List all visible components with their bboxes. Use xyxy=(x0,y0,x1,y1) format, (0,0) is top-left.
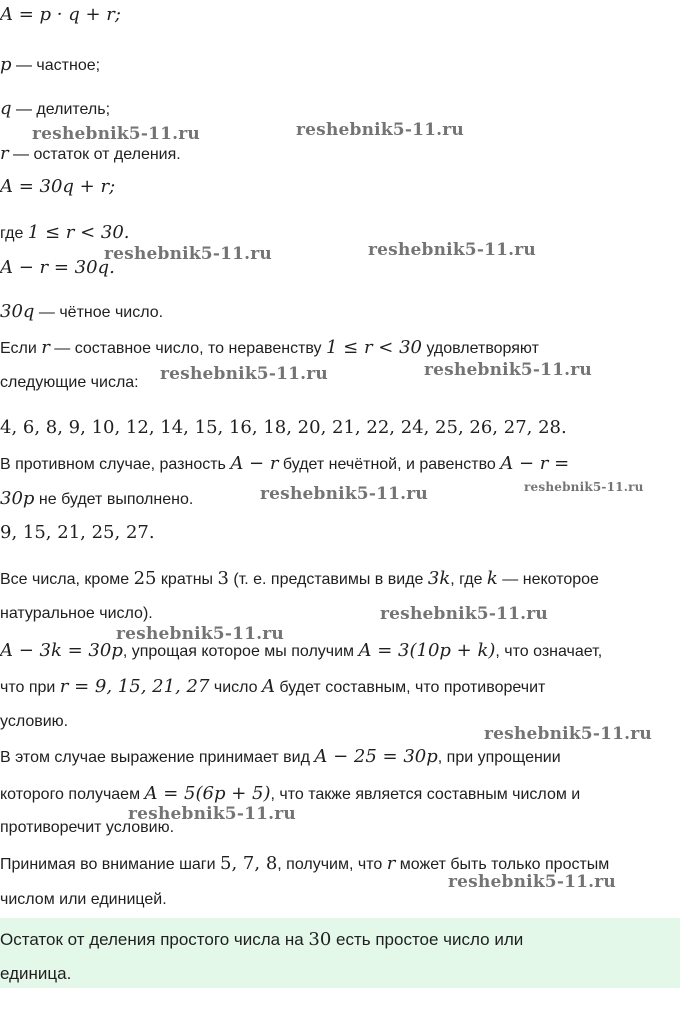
text: единица. xyxy=(0,964,72,983)
watermark: reshebnik5-11.ru xyxy=(424,360,592,380)
text: В этом случае выражение принимает вид xyxy=(0,749,315,766)
watermark: reshebnik5-11.ru xyxy=(448,872,616,892)
text-line xyxy=(0,453,569,474)
conclusion-line xyxy=(0,929,523,950)
math-inline: 25 xyxy=(133,568,157,589)
watermark: reshebnik5-11.ru xyxy=(524,480,644,494)
text-line xyxy=(0,891,167,909)
math-inline: 1 ≤ r < 30. xyxy=(27,222,130,243)
number-sequence: 9, 15, 21, 25, 27. xyxy=(0,522,155,543)
math-inline: 3 xyxy=(217,568,229,589)
text: будет составным, что противоречит xyxy=(274,679,546,696)
text: есть простое число или xyxy=(331,930,524,949)
number-sequence: 4, 6, 8, 9, 10, 12, 14, 15, 16, 18, 20, 21, 22, 24, 25, 26, 27, 28. xyxy=(0,417,567,438)
text-line xyxy=(0,568,599,589)
math-inline: r xyxy=(41,337,50,358)
text-line xyxy=(0,54,100,75)
text: числом или единицей. xyxy=(0,891,167,908)
text: — некоторое xyxy=(497,571,599,588)
watermark: reshebnik5-11.ru xyxy=(296,120,464,140)
text: , что означает, xyxy=(495,643,603,660)
text: где xyxy=(0,225,28,242)
watermark: reshebnik5-11.ru xyxy=(116,624,284,644)
formula-line xyxy=(0,257,115,278)
text-line xyxy=(0,222,130,243)
watermark: reshebnik5-11.ru xyxy=(380,604,548,624)
conclusion-line xyxy=(0,964,71,984)
text-line xyxy=(0,488,193,509)
text-line xyxy=(0,605,153,623)
math-inline: r = 9, 15, 21, 27 xyxy=(59,676,210,697)
watermark: reshebnik5-11.ru xyxy=(104,244,272,264)
text-line xyxy=(0,853,609,874)
text: — составное число, то неравенству xyxy=(49,340,326,357)
math-inline: 30 xyxy=(308,929,332,950)
math-inline: A − 3k = 30p xyxy=(0,640,123,661)
text-line xyxy=(0,374,139,392)
text: что при xyxy=(0,679,60,696)
watermark: reshebnik5-11.ru xyxy=(260,484,428,504)
text-line xyxy=(0,676,545,697)
text: число xyxy=(209,679,262,696)
text: — чётное число. xyxy=(34,304,164,321)
text-line xyxy=(0,98,110,119)
formula: A − r = 30q. xyxy=(0,257,115,278)
text-line xyxy=(0,143,181,164)
text: , получим, что xyxy=(277,856,387,873)
watermark: reshebnik5-11.ru xyxy=(32,124,200,144)
text: противоречит условию. xyxy=(0,819,175,836)
math-inline: r xyxy=(0,143,9,164)
formula: A = p · q + r; xyxy=(0,4,121,25)
text-line xyxy=(0,746,561,767)
watermark: reshebnik5-11.ru xyxy=(368,240,536,260)
text: В противном случае, разность xyxy=(0,456,231,473)
text: удовлетворяют xyxy=(422,340,539,357)
math-inline: A = 3(10p + k) xyxy=(358,640,496,661)
text: Принимая во внимание шаги xyxy=(0,856,221,873)
text-line xyxy=(0,337,539,358)
math-inline: k xyxy=(486,568,498,589)
text: Все числа, кроме xyxy=(0,571,134,588)
math-inline: A xyxy=(261,676,275,697)
text: — частное; xyxy=(11,57,101,74)
formula-line xyxy=(0,176,115,197)
text: , упрощая которое мы получим xyxy=(122,643,359,660)
watermark: reshebnik5-11.ru xyxy=(160,364,328,384)
text-line xyxy=(0,713,68,731)
math-inline: 30q xyxy=(0,301,35,322)
text: будет нечётной, и равенство xyxy=(278,456,501,473)
math-inline: p xyxy=(0,54,12,75)
math-inline: A − r xyxy=(230,453,279,474)
text: Остаток от деления простого числа на xyxy=(0,930,309,949)
math-inline: 1 ≤ r < 30 xyxy=(326,337,423,358)
text-line xyxy=(0,783,580,804)
text-line xyxy=(0,640,602,661)
number-list xyxy=(0,522,155,543)
formula-line xyxy=(0,4,121,25)
math-inline: A − 25 = 30p xyxy=(314,746,438,767)
math-inline: r xyxy=(386,853,396,874)
text: — делитель; xyxy=(11,101,111,118)
conclusion-block xyxy=(0,918,680,988)
text: , при упрощении xyxy=(437,749,561,766)
watermark: reshebnik5-11.ru xyxy=(128,804,296,824)
math-inline: A − r = xyxy=(500,453,570,474)
math-inline: A = 5(6p + 5) xyxy=(144,783,271,804)
text: следующие числа: xyxy=(0,374,139,391)
math-inline: 3k xyxy=(427,568,451,589)
text: , где xyxy=(450,571,487,588)
math-inline: q xyxy=(0,98,12,119)
math-inline: 5, 7, 8 xyxy=(220,853,278,874)
formula: A = 30q + r; xyxy=(0,176,116,197)
text-line xyxy=(0,301,163,322)
number-list xyxy=(0,417,567,438)
text: — остаток от деления. xyxy=(8,146,181,163)
text: условию. xyxy=(0,713,69,730)
watermark: reshebnik5-11.ru xyxy=(484,724,652,744)
text: может быть только простым xyxy=(395,856,610,873)
text: (т. е. представимы в виде xyxy=(228,571,428,588)
text: кратны xyxy=(156,571,218,588)
text: которого получаем xyxy=(0,786,145,803)
text: не будет выполнено. xyxy=(34,491,194,508)
text: , что также является составным числом и xyxy=(270,786,581,803)
text: натуральное число). xyxy=(0,605,153,622)
math-inline: 30p xyxy=(0,488,35,509)
text: Если xyxy=(0,340,42,357)
